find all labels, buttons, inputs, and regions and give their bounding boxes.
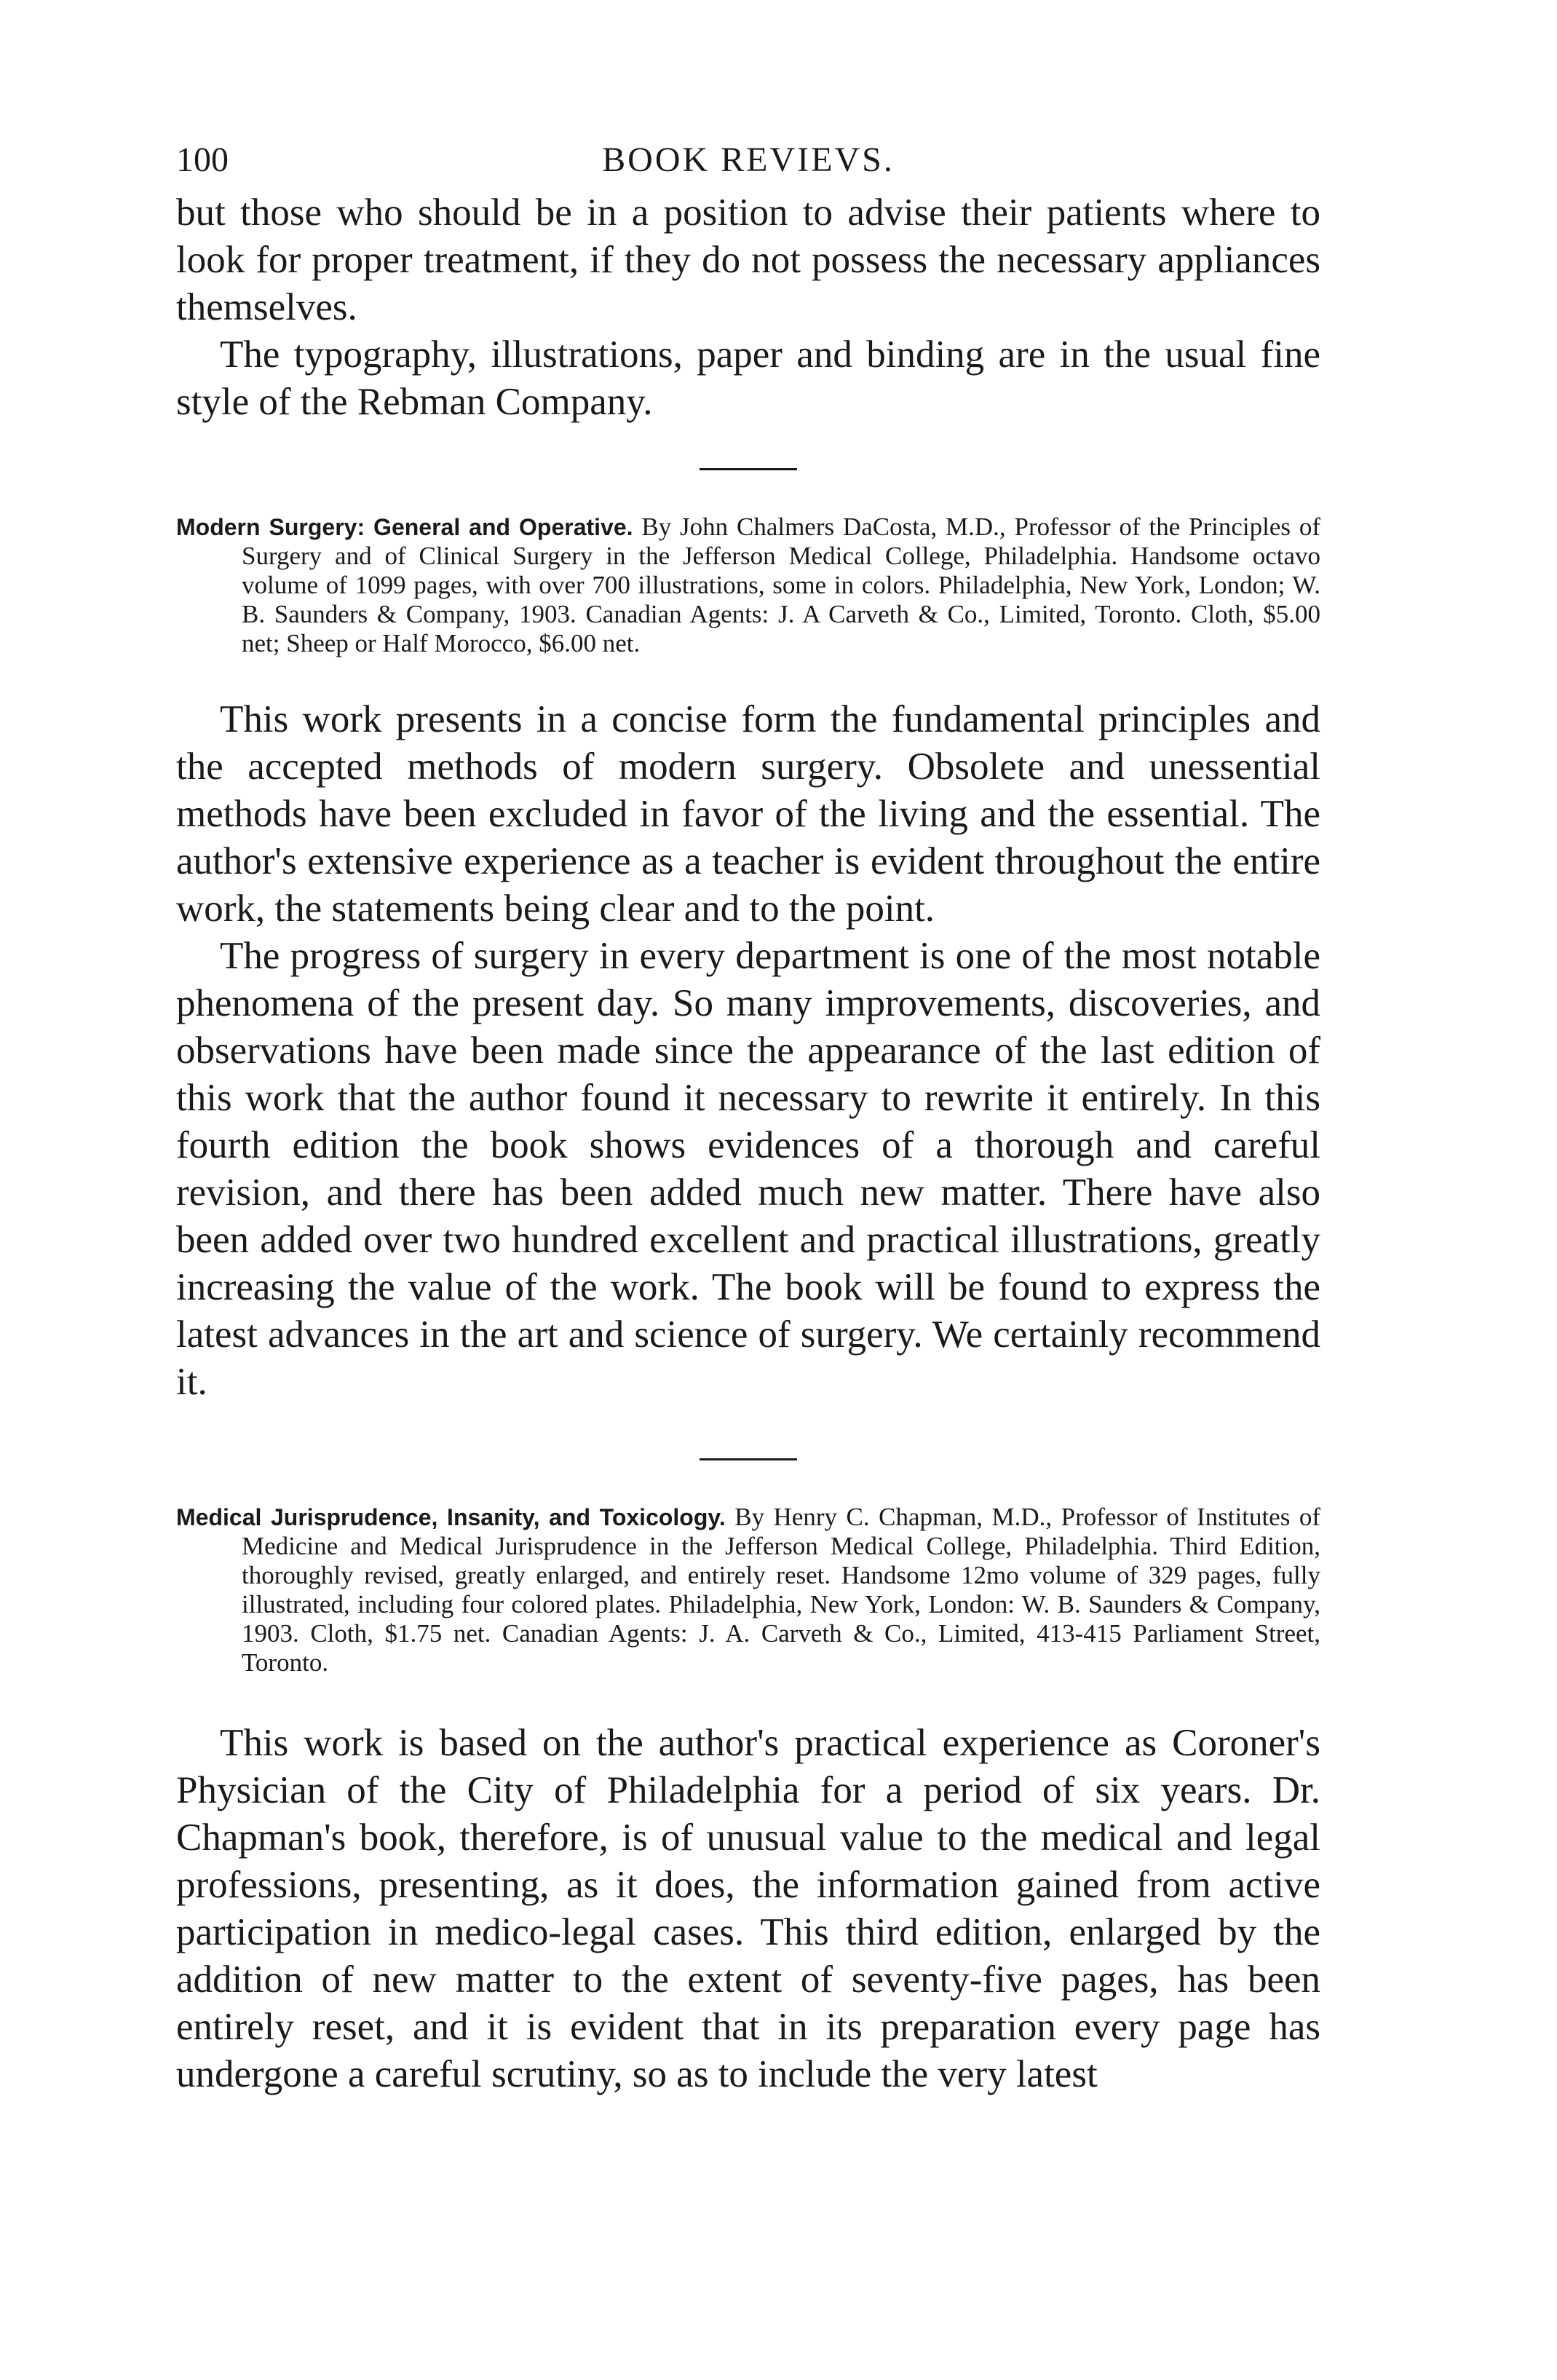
continuation-paragraph: but those who should be in a position to advise their patients where to look for proper treatment, if they do not possess the necessary appliances themselves. xyxy=(176,191,1320,328)
review-paragraph: This work presents in a concise form the fundamental principles and the accepted methods of modern surgery. Obsolete and unessential methods have been excluded in favor of the living and the essential. The author's extensive experience as a teacher is evident throughout the entire work, the statements being clear and to the point. xyxy=(176,698,1320,930)
running-head xyxy=(176,138,1320,189)
continuation-paragraph-typography: The typography, illustrations, paper and binding are in the usual fine style of the Rebman Company. xyxy=(176,333,1320,423)
book-citation-details: By Henry C. Chapman, M.D., Professor of Institutes of Medicine and Medical Jurisprudence in the Jefferson Medical College, Philadelphia. Third Edition, thoroughly revised, greatly enlarged, and entirely reset. Handsome 12mo volume of 329 pages, fully illustrated, including four colored plates. Philadelphia, New York, London: W. B. Saunders & Company, 1903. Cloth, $1.75 net. Canadian Agents: J. A. Carveth & Co., Limited, 413-415 Parliament Street, Toronto. xyxy=(242,1503,1320,1677)
book-citation-modern-surgery xyxy=(176,513,1320,658)
page-number: 100 xyxy=(176,141,229,179)
section-divider xyxy=(700,1458,797,1460)
journal-page xyxy=(176,138,1320,2098)
running-title: BOOK REVIEVS. xyxy=(602,141,895,179)
book-title-modern-surgery: Modern Surgery: General and Operative. xyxy=(176,514,633,540)
book-citation-medical-jurisprudence xyxy=(176,1503,1320,1677)
review-paragraph: The progress of surgery in every department is one of the most notable phenomena of the present day. So many improvements, discoveries, and observations have been made since the appearance of the last edition of this work that the author found it necessary to rewrite it entirely. In this fourth edition the book shows evidences of a thorough and careful revision, and there has been added much new matter. There have also been added over two hundred excellent and practical illustrations, greatly increasing the value of the work. The book will be found to express the latest advances in the art and science of surgery. We certainly recommend it. xyxy=(176,935,1320,1403)
book-title-medical-jurisprudence: Medical Jurisprudence, Insanity, and Toxicology. xyxy=(176,1504,726,1530)
review-paragraph: This work is based on the author's practical experience as Coroner's Physician of the City of Philadelphia for a period of six years. Dr. Chapman's book, therefore, is of unusual value to the medical and legal professions, presenting, as it does, the information gained from active participation in medico-legal cases. This third edition, enlarged by the addition of new matter to the extent of seventy-five pages, has been entirely reset, and it is evident that in its preparation every page has undergone a careful scrutiny, so as to include the very latest xyxy=(176,1722,1320,2095)
section-divider xyxy=(700,468,797,470)
book-citation-details: By John Chalmers DaCosta, M.D., Professor of the Principles of Surgery and of Clinical Surgery in the Jefferson Medical College, Philadelphia. Handsome octavo volume of 1099 pages, with over 700 illustrations, some in colors. Philadelphia, New York, London; W. B. Saunders & Company, 1903. Canadian Agents: J. A Carveth & Co., Limited, Toronto. Cloth, $5.00 net; Sheep or Half Morocco, $6.00 net. xyxy=(242,513,1321,657)
